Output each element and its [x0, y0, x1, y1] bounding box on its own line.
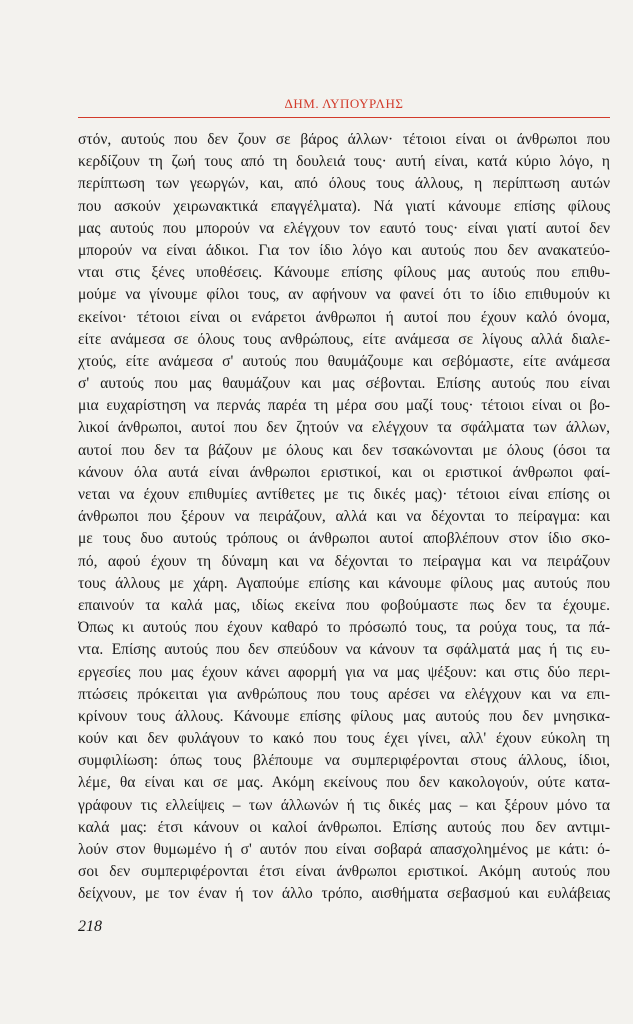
text-line: είτε ανάμεσα σε όλους τους ανθρώπους, είτε ανάμεσα σε λίγους αλλά διαλε- — [78, 330, 610, 348]
text-line: κάνουν όλα αυτά είναι άνθρωποι εριστικοί, και οι εριστικοί άνθρωποι φαί- — [78, 463, 610, 481]
running-head: ΔΗΜ. ΛΥΠΟΥΡΛΗΣ — [284, 96, 404, 111]
text-line: αυτοί που δεν τα βάζουν με όλους και δεν τσακώνονται με όλους (όσοι τα — [78, 441, 610, 459]
text-line: επαινούν τα καλά μας, ιδίως εκείνα που φοβούμαστε πως δεν τα έχουμε. — [78, 596, 610, 614]
text-line: περίπτωση των γεωργών, και, από όλους τους άλλους, η περίπτωση αυτών — [78, 175, 610, 193]
text-line: κούν και δεν φυλάγουν το κακό που τους έχει γίνει, αλλ' έχουν εύκολη τη — [78, 730, 610, 748]
text-line: πτώσεις πρόκειται για ανθρώπους που τους αρέσει να ελέγχουν και να επι- — [78, 685, 610, 703]
text-line: νεται να έχουν επιθυμίες αντίθετες με τις δικές μας)· τέτοιοι είναι επίσης οι — [78, 486, 610, 503]
text-line: λέμε, θα είναι και σε μας. Ακόμη εκείνους που δεν κακολογούν, ούτε κατα- — [78, 774, 610, 792]
text-line: λικοί άνθρωποι, αυτοί που δεν ζητούν να ελέγχουν τα σφάλματα των άλλων, — [78, 419, 610, 437]
text-line: με τους δυο αυτούς τρόπους οι άνθρωποι αυτοί αποβλέπουν στον ίδιο σκο- — [78, 530, 610, 548]
body-text — [78, 129, 610, 906]
text-line: νται στις ξένες υποθέσεις. Κάνουμε επίσης φίλους μας αυτούς που επιθυ- — [78, 264, 610, 282]
text-line: μπορούν να είναι άδικοι. Για τον ίδιο λόγο και αυτούς που δεν ανακατεύο- — [78, 241, 610, 259]
text-line: λούν στον θυμωμένο ή σ' αυτόν που είναι σοβαρά απασχολημένος με κάτι: ό- — [78, 841, 610, 858]
text-line: κερδίζουν τη ζωή τους από τη δουλειά τους· αυτή είναι, κατά κύριο λόγο, η — [78, 153, 610, 171]
text-line: κρίνουν τους άλλους. Κάνουμε επίσης φίλους μας αυτούς που δεν μνησικα- — [78, 707, 610, 725]
text-line: σοι δεν συμπεριφέρονται έτσι είναι άνθρωποι εριστικοί. Ακόμη αυτούς που — [78, 863, 610, 881]
text-line: εκείνοι· τέτοιοι είναι οι ενάρετοι άνθρωποι ή αυτοί που έχουν καλό όνομα, — [78, 308, 610, 326]
text-line: Όπως κι αυτούς που έχουν καθαρό το πρόσωπό τους, τα ρούχα τους, τα πά- — [78, 619, 610, 637]
text-line: άνθρωποι που ξέρουν να πειράζουν, αλλά και να δέχονται το πείραγμα: και — [78, 508, 610, 526]
text-line: σ' αυτούς που μας θαυμάζουν και μας σέβονται. Επίσης αυτούς που είναι — [78, 375, 610, 393]
page-number: 218 — [78, 918, 102, 935]
text-line: ντα. Επίσης αυτούς που δεν σπεύδουν να κάνουν τα σφάλματά μας ή τις ευ- — [78, 641, 610, 659]
text-line: στόν, αυτούς που δεν ζουν σε βάρος άλλων· τέτοιοι είναι οι άνθρωποι που — [78, 131, 610, 148]
text-line: που ασκούν χειρωνακτικά επαγγέλματα). Νά γιατί κάνουμε επίσης φίλους — [78, 197, 610, 215]
text-line: συμφιλίωση: όπως τους βλέπουμε να συμπεριφέρονται στους άλλους, ίδιοι, — [78, 752, 610, 770]
header-rule — [78, 117, 610, 118]
text-line: μας αυτούς που μπορούν να ελέγχουν τον εαυτό τους· είναι γιατί αυτοί δεν — [78, 219, 610, 237]
text-line: μια ευχαρίστηση να περνάς παρέα τη μέρα σου μαζί τους· τέτοιοι είναι οι βο- — [78, 397, 610, 415]
text-line: χτούς, είτε ανάμεσα σ' αυτούς που θαυμάζουμε και σεβόμαστε, είτε ανάμεσα — [78, 352, 610, 370]
text-line: πό, αφού έχουν τη δύναμη και να δέχονται το πείραγμα και να πειράζουν — [78, 552, 610, 570]
text-line: τους άλλους με χάρη. Αγαπούμε επίσης και κάνουμε φίλους μας αυτούς που — [78, 574, 610, 592]
text-line: δείχνουν, με τον έναν ή τον άλλο τρόπο, αισθήματα σεβασμού και ευλάβειας — [78, 885, 610, 903]
text-line: γράφουν τις ελλείψεις – των άλλωνών ή τις δικές μας – και ξέρουν μόνο τα — [78, 796, 610, 814]
text-line: καλά μας: έτσι κάνουν οι καλοί άνθρωποι. Επίσης αυτούς που δεν αντιμι- — [78, 818, 610, 836]
text-line: εργεσίες που μας έχουν κάνει αφορμή για να μας ψέξουν: και στις δύο περι- — [78, 663, 610, 681]
text-line: μούμε να γίνουμε φίλοι τους, αν αφήνουν να φανεί ότι το ίδιο επιθυμούν κι — [78, 286, 610, 304]
